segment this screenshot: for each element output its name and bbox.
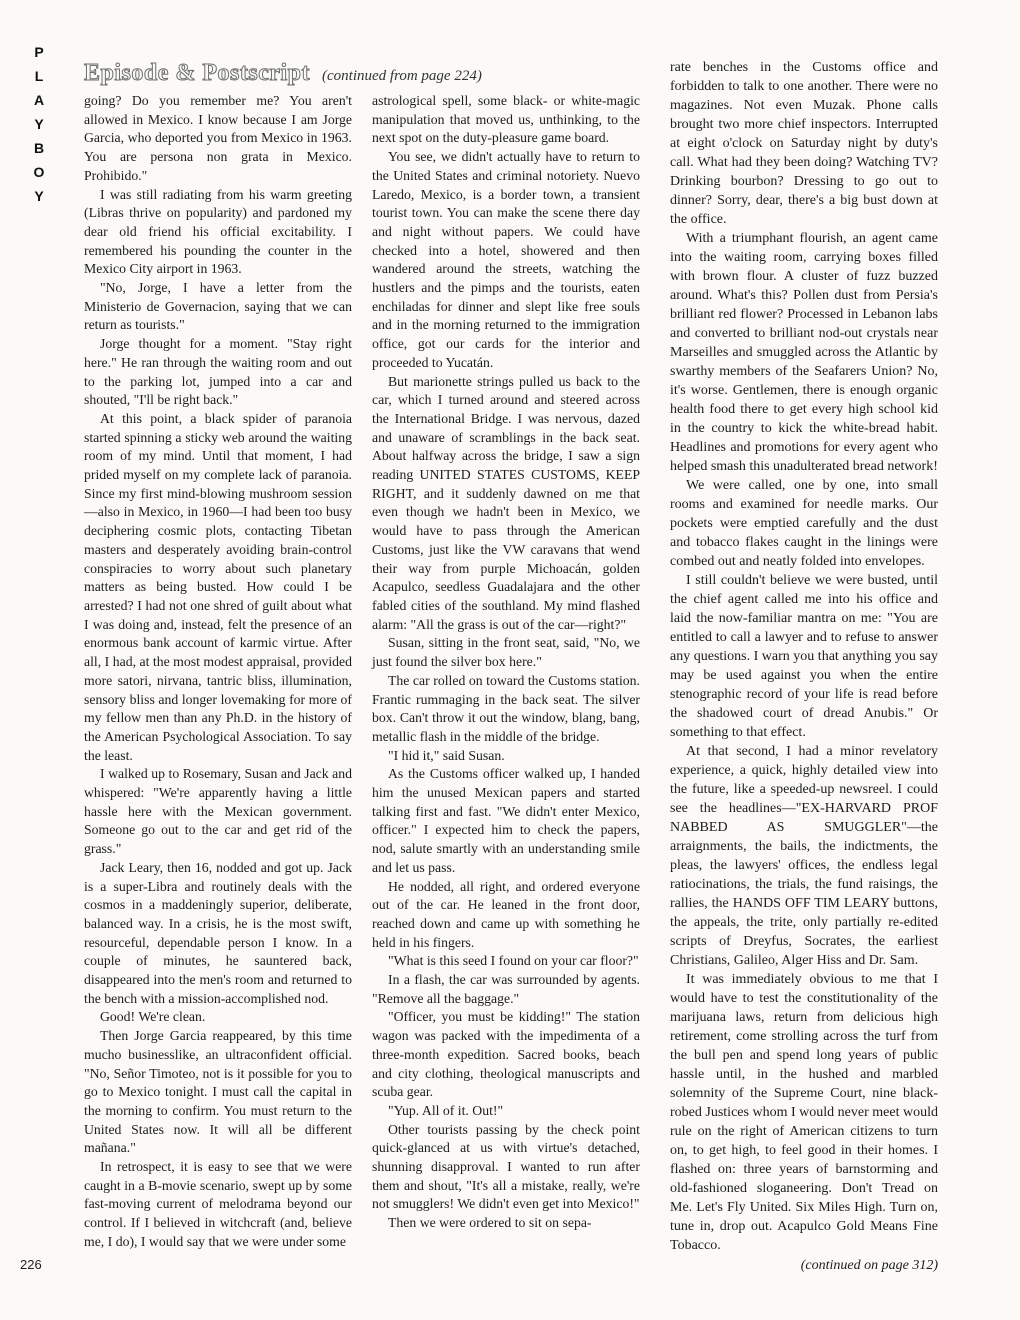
paragraph: Then Jorge Garcia reappeared, by this time mucho businesslike, an ultraconfident official. "No, Señor Timoteo, not is it possible for you to go to Mexico tonight. I must call the capital in the morning to confirm. You must return to the United States now. It will all be different mañana." (84, 1028, 352, 1156)
magazine-vertical-title (28, 40, 50, 208)
paragraph: astrological spell, some black- or white-magic manipulation that moved us, unthinking, to the next spot on the duty-pleasure game board. (372, 93, 640, 146)
magazine-title-letter: B (33, 140, 45, 156)
paragraph: "What is this seed I found on your car floor?" (388, 953, 639, 969)
paragraph: Jorge thought for a moment. "Stay right here." He ran through the waiting room and out to the parking lot, jumped into a car and shouted, "I'll be right back." (84, 336, 352, 408)
paragraph: At this point, a black spider of paranoia started spinning a sticky web around the waiting room of my mind. Until that moment, I had prided myself on my complete lack of paranoia. Since my first mind-blowing mushroom session —also in Mexico, in 1960—I had been too busy deciphering cosmic plots, contacting Tibetan masters and desperately avoiding brain-control conspiracies to worry about such planetary matters as being busted. How could I be arrested? I had not one shred of guilt about what I was doing and, instead, felt the presence of an enormous bank account of karmic virtue. After all, I had, at the most modest appraisal, provided more satori, nirvana, tantric bliss, illumination, sensory bliss and longer lovemaking for more of my fellow men than any Ph.D. in the history of the American Psychological Association. To say the least. (84, 410, 352, 763)
paragraph: Susan, sitting in the front seat, said, "No, we just found the silver box here." (372, 635, 640, 670)
continued-to-note: (continued on page 312) (800, 1258, 938, 1273)
magazine-title-letter: P (34, 44, 44, 60)
magazine-title-letter: O (33, 164, 45, 180)
continued-from-note: (continued from page 224) (322, 68, 482, 84)
paragraph: But marionette strings pulled us back to the car, which I turned around and steered across the International Bridge. I was nervous, dazed and unaware of scramblings in the back seat. About halfway across the bridge, I saw a sign reading UNITED STATES CUSTOMS, KEEP RIGHT, and it suddenly dawned on me that even though we hadn't been in Mexico, we would have to pass through the American Customs, just like the VW caravans that wend their way from purple Michoacán, golden Acapulco, seedless Guadalajara and the other fabled cities of the southland. My mind flashed alarm: "All the grass is out of the car—right?" (372, 373, 640, 632)
paragraph: At that second, I had a minor revelatory experience, a quick, highly detailed view into the future, like a speeded-up newsreel. I could see the headlines—"EX-HARVARD PROF NABBED AS SMUGGLER"—the arraignments, the bails, the indictments, the pleas, the lawyers' offices, the endless legal ratiocinations, the trials, the fund raisings, the rallies, the HANDS OFF TIM LEARY buttons, the appeals, the trite, only partially re-edited scripts of Dreyfus, Socrates, the earliest Christians, Galileo, Alger Hiss and Dr. Sam. (670, 744, 938, 968)
text-column-1 (84, 92, 352, 1252)
magazine-title-letter: L (34, 68, 44, 84)
paragraph: Then we were ordered to sit on sepa- (388, 1215, 592, 1231)
paragraph: In retrospect, it is easy to see that we were caught in a B-movie scenario, swept up by some fast-moving current of melodrama beyond our control. If I believed in witchcraft (and, believe me, I do), I would say that we were under some (84, 1159, 352, 1249)
text-column-3 (670, 58, 938, 1275)
paragraph: As the Customs officer walked up, I handed him the unused Mexican papers and started talking first and fast. "We didn't enter Mexico, officer." I expected him to check the papers, nod, salute smartly with an understanding smile and let us pass. (372, 766, 640, 875)
magazine-title-letter: Y (34, 116, 44, 132)
magazine-title-letter: Y (34, 188, 44, 204)
paragraph: "I hid it," said Susan. (388, 747, 505, 763)
paragraph: He nodded, all right, and ordered everyone out of the car. He leaned in the front door, reached down and came up with something he held in his fingers. (372, 878, 640, 950)
article-header (84, 60, 482, 87)
paragraph: I was still radiating from his warm greeting (Libras thrive on popularity) and pardoned my dear old friend his official excitability. I remembered his pounding the counter in the Mexico City airport in 1963. (84, 186, 352, 277)
paragraph: Jack Leary, then 16, nodded and got up. Jack is a super-Libra and routinely deals with the cosmos in a maddeningly superior, deliberate, balanced way. In a crisis, he is the most swift, resourceful, dependable person I know. In a couple of minutes, he sauntered back, disappeared into the men's room and returned to the bench with a mission-accomplished nod. (84, 859, 352, 1006)
page-number: 226 (20, 1257, 42, 1272)
paragraph: rate benches in the Customs office and forbidden to talk to one another. There were no magazines. Not even Muzak. Phone calls brought two more chief inspectors. Interrupted at eight o'clock on Saturday night by duty's call. What had they been doing? Watching TV? Drinking bourbon? Dressing to go out to dinner? Sorry, dear, there's a big bust down at the office. (670, 60, 938, 227)
paragraph: going? Do you remember me? You aren't allowed in Mexico. I know because I am Jorge Garcia, who deported you from Mexico in 1963. You are persona non grata in Mexico. Prohibido." (84, 93, 352, 183)
paragraph: "Yup. All of it. Out!" (388, 1102, 504, 1118)
magazine-title-letter: A (33, 92, 45, 108)
paragraph: Good! We're clean. (100, 1009, 206, 1025)
paragraph: "No, Jorge, I have a letter from the Ministerio de Governacion, saying that we can return as tourists." (84, 280, 352, 333)
department-title: Episode & Postscript (84, 60, 310, 86)
text-column-2 (372, 92, 640, 1233)
paragraph: It was immediately obvious to me that I would have to test the constitutionality of the marijuana laws, return from delicious high retirement, come strolling across the turf from the bull pen and spend long years of public hassle until, in the hushed and marbled solemnity of the Supreme Court, nine black-robed Justices whom I would never meet would rule on the right of American citizens to turn on, to get high, to feel good in their homes. I flashed on: three years of barnstorming and old-fashioned sloganeering. Don't Tread on Me. Let's Fly United. Six Miles High. Turn on, tune in, drop out. Acapulco Gold Means Fine Tobacco. (670, 972, 938, 1253)
paragraph: In a flash, the car was surrounded by agents. "Remove all the baggage." (372, 972, 640, 1006)
paragraph: Other tourists passing by the check point quick-glanced at us with virtue's detached, shunning disapproval. I wanted to run after them and shout, "It's all a mistake, really, we're not smugglers! We didn't even get into Mexico!" (372, 1121, 640, 1212)
paragraph: The car rolled on toward the Customs station. Frantic rummaging in the back seat. The silver box. Can't throw it out the window, blang, bang, metallic flash in the middle of the bridge. (372, 672, 640, 744)
paragraph: I walked up to Rosemary, Susan and Jack and whispered: "We're apparently having a little hassle here with the Mexican government. Someone go out to the car and get rid of the grass." (84, 766, 352, 857)
paragraph: "Officer, you must be kidding!" The station wagon was packed with the impedimenta of a three-month expedition. Sacred books, beach and city clothing, theological manuscripts and scuba gear. (372, 1009, 640, 1100)
paragraph: We were called, one by one, into small rooms and examined for needle marks. Our pockets were emptied carefully and the dust and tobacco flakes caught in the linings were combed out and neatly folded into envelopes. (670, 478, 938, 569)
paragraph: I still couldn't believe we were busted, until the chief agent called me into his office and laid the now-familiar mantra on me: "You are entitled to call a lawyer and to refuse to answer any questions. I warn you that anything you say may be used against you when the entire stenographic record of your life is read before the shadowed court of dread Anubis." Or something to that effect. (670, 573, 938, 740)
paragraph: With a triumphant flourish, an agent came into the waiting room, carrying boxes filled with brown flour. A cluster of fuzz buzzed around. What's this? Pollen dust from Persia's brilliant red flower? Processed in Lebanon labs and converted to brilliant nod-out crystals near Marseilles and smuggled across the Atlantic by swarthy members of the Seafarers Union? No, it's worse. Gentlemen, there is enough organic health food there to get every high school kid in the country to kick the white-bread habit. Headlines and promotions for every agent who helped smash this unadulterated bread network! (670, 231, 938, 474)
paragraph: You see, we didn't actually have to return to the United States and criminal notoriety. Nuevo Laredo, Mexico, is a border town, a transient tourist town. You can make the scene there day and night without papers. We could have checked into a hotel, showered and then wandered around the streets, watching the hustlers and the pimps and the tourists, eaten enchiladas for dinner and slept like free souls and in the morning returned to the immigration office, got our cards for the interior and proceeded to Yucatán. (372, 149, 640, 370)
